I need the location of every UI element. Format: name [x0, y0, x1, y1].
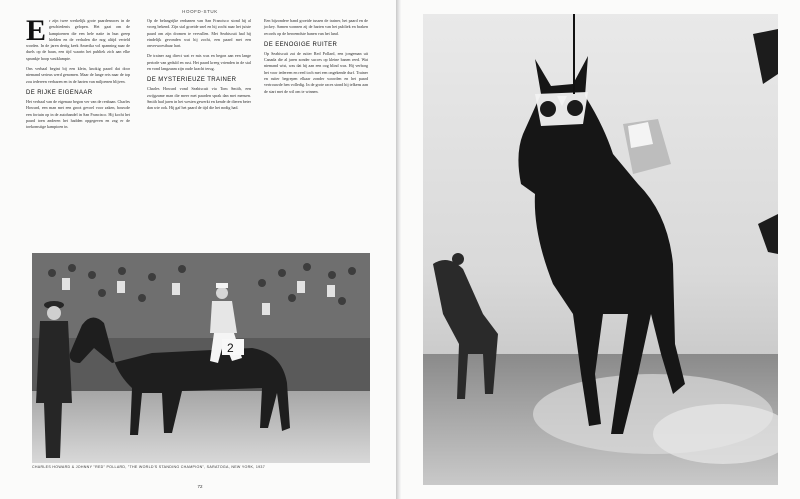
owner-jockey-horse-photo	[32, 253, 370, 463]
racing-horse-illustration	[423, 14, 778, 485]
text-column-2	[147, 18, 251, 116]
paragraph: Op Seabiscuit zat de ruiter Red Pollard, een jongeman uit Canada die al jaren zonder succes op kleine banen reed. Wat niemand wist, was dat hij aan een oog blind was. Hij verborg het voor iedereen en reed toch met een ongekende durf. Trainer en ruiter begrepen elkaar zonder woorden en het paard vertrouwde hen volledig. In de grote races stond hij telkens aan de start met de wil om te winnen.	[264, 50, 368, 94]
intro-paragraph: r zijn twee werkelijk grote paardenraces in de geschiedenis gelopen. Het gaat om de kampioenen die een hele natie in hun greep hielden en de verhalen die nog altijd verteld worden. In de jaren dertig keek Amerika vol spanning naar de duels op de baan, een tijd waarin het publiek zich aan elke sprankje hoop vastklampte.	[26, 18, 130, 61]
left-page	[0, 0, 398, 499]
paragraph: Een bijzondere band groeide tussen de trainer, het paard en de jockey. Samen wonnen zij de harten van het publiek en braken records op de beroemdste banen van het land.	[264, 18, 368, 36]
subheading-jockey: DE EENOGIGE RUITER	[264, 41, 338, 48]
photo-caption: CHARLES HOWARD & JOHNNY "RED" POLLARD, "THE WORLD'S STANDING CHAMPION", SARATOGA, NEW YORK, 1937	[32, 465, 266, 469]
text-column-1	[26, 14, 130, 134]
racing-horse-photo	[423, 14, 778, 485]
drop-cap: E	[26, 14, 47, 47]
paragraph: Op de belangrijke renbanen van San Francisco stond hij al vroeg bekend. Zijn stal groeide snel en hij zocht naar het juiste paard om zijn dromen te vervullen. Met Seabiscuit had hij eindelijk gevonden wat hij zocht, een paard met een onverwoestbaar hart.	[147, 18, 251, 49]
paragraph: Charles Howard vond Seabiscuit via Tom Smith, een zwijgzame man die meer met paarden sprak dan met mensen. Smith had jaren in het westen gewerkt en kende de dieren beter dan wie ook. Hij gaf het paard de tijd die het nodig had.	[147, 86, 251, 111]
paragraph: Het verhaal van de eigenaar begon ver van de renbaan. Charles Howard, een man met een groot gevoel voor zaken, bouwde een fortuin op in de autohandel in San Francisco. Hij kocht het paard toen anderen het hadden opgegeven en zag er de toekomstige kampioen in.	[26, 98, 130, 130]
paragraph: Ons verhaal begint bij een klein, knokig paard dat door niemand serieus werd genomen. Maar de lange reis naar de top zou iedereen verbazen en in de harten van miljoenen blijven.	[26, 66, 130, 84]
text-column-3	[264, 18, 368, 99]
page-number: 72	[197, 484, 203, 489]
paragraph: De trainer zag direct wat er mis was en begon aan een lange periode van geduld en rust. Het paard kreeg vrienden in de stal en vond langzaam zijn oude kracht terug.	[147, 53, 251, 72]
svg-text:2: 2	[227, 341, 234, 355]
subheading-trainer: DE MYSTERIEUZE TRAINER	[147, 77, 237, 84]
owner-jockey-horse-illustration	[32, 253, 370, 463]
running-header: HOOFD-STUK	[182, 9, 218, 14]
right-page	[401, 0, 800, 499]
subheading-owner: DE RIJKE EIGENAAR	[26, 89, 93, 96]
